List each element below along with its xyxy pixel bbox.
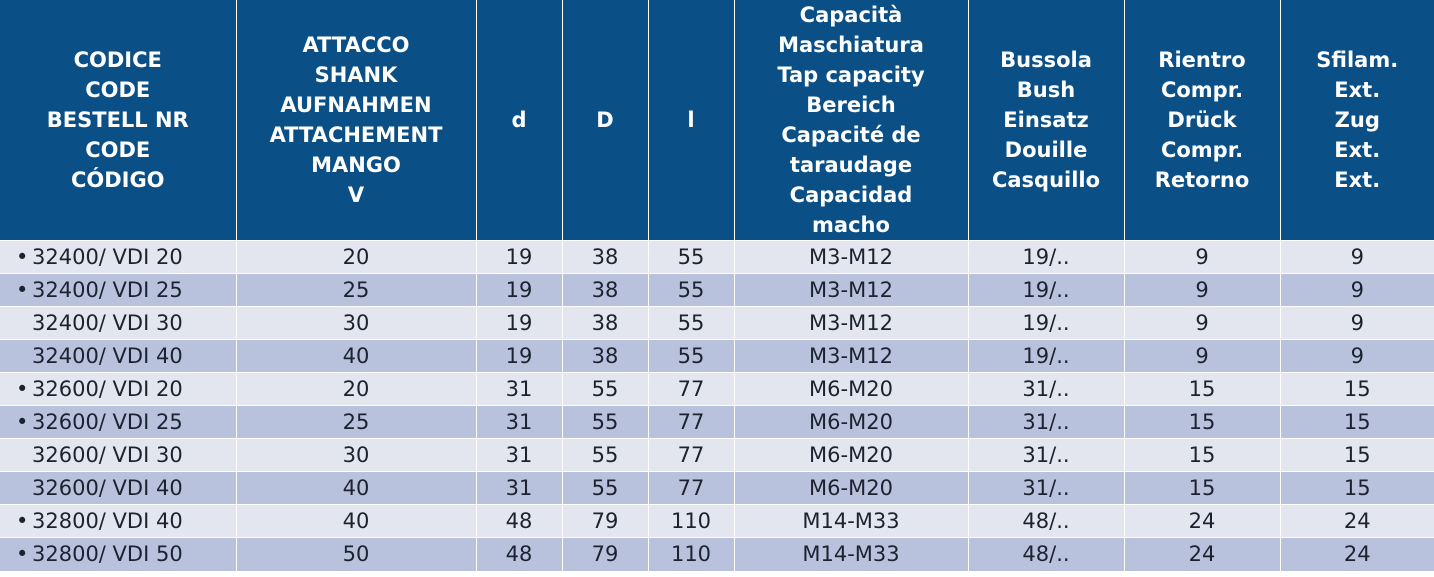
product-code: 32400/ VDI 25 bbox=[32, 278, 183, 302]
extension-cell: 24 bbox=[1280, 505, 1434, 538]
tap-capacity-cell: M6-M20 bbox=[734, 373, 968, 406]
header-code-line: CODE bbox=[85, 78, 151, 102]
table-row bbox=[0, 472, 1434, 505]
product-code: 32400/ VDI 20 bbox=[32, 245, 183, 269]
l-cell: 77 bbox=[648, 472, 734, 505]
header-D-line: D bbox=[596, 108, 614, 132]
header-shank-line: ATTACHEMENT bbox=[269, 123, 443, 147]
D-cell: 38 bbox=[562, 274, 648, 307]
product-code: 32600/ VDI 40 bbox=[32, 476, 183, 500]
header-tap-capacity-line: Tap capacity bbox=[777, 63, 925, 87]
header-code-line: BESTELL NR bbox=[46, 108, 189, 132]
header-shank-line: AUFNAHMEN bbox=[280, 93, 432, 117]
shank-cell: 20 bbox=[236, 373, 476, 406]
product-code: 32400/ VDI 30 bbox=[32, 311, 183, 335]
d-cell: 31 bbox=[476, 373, 562, 406]
compression-cell: 9 bbox=[1124, 241, 1280, 274]
table-row bbox=[0, 505, 1434, 538]
l-cell: 55 bbox=[648, 241, 734, 274]
product-code: 32400/ VDI 40 bbox=[32, 344, 183, 368]
tap-capacity-cell: M3-M12 bbox=[734, 274, 968, 307]
D-cell: 79 bbox=[562, 538, 648, 571]
d-cell: 31 bbox=[476, 406, 562, 439]
bullet-marker: • bbox=[16, 278, 29, 302]
bush-cell: 19/.. bbox=[968, 340, 1124, 373]
header-tap-capacity-line: Capacité de bbox=[781, 123, 921, 147]
header-code-line: CÓDIGO bbox=[70, 168, 165, 192]
header-bush-line: Bush bbox=[1016, 78, 1076, 102]
tap-capacity-cell: M6-M20 bbox=[734, 406, 968, 439]
header-l bbox=[648, 0, 734, 241]
extension-cell: 9 bbox=[1280, 340, 1434, 373]
header-tap-capacity-line: taraudage bbox=[789, 153, 913, 177]
code-cell bbox=[0, 340, 236, 373]
code-cell bbox=[0, 406, 236, 439]
l-cell: 110 bbox=[648, 538, 734, 571]
header-shank-line: MANGO bbox=[311, 153, 401, 177]
d-cell: 19 bbox=[476, 241, 562, 274]
product-code: 32600/ VDI 25 bbox=[32, 410, 183, 434]
compression-cell: 15 bbox=[1124, 472, 1280, 505]
compression-cell: 15 bbox=[1124, 373, 1280, 406]
compression-cell: 24 bbox=[1124, 538, 1280, 571]
code-cell bbox=[0, 439, 236, 472]
d-cell: 31 bbox=[476, 439, 562, 472]
header-d-line: d bbox=[511, 108, 527, 132]
bullet-marker: • bbox=[16, 377, 29, 401]
extension-cell: 9 bbox=[1280, 241, 1434, 274]
extension-cell: 15 bbox=[1280, 373, 1434, 406]
code-cell bbox=[0, 373, 236, 406]
header-compression-line: Retorno bbox=[1154, 168, 1250, 192]
d-cell: 19 bbox=[476, 274, 562, 307]
header-compression-line: Drück bbox=[1167, 108, 1237, 132]
D-cell: 38 bbox=[562, 241, 648, 274]
bush-cell: 48/.. bbox=[968, 505, 1124, 538]
header-shank-line: ATTACCO bbox=[302, 33, 410, 57]
bush-cell: 19/.. bbox=[968, 241, 1124, 274]
code-cell bbox=[0, 472, 236, 505]
bush-cell: 19/.. bbox=[968, 274, 1124, 307]
shank-cell: 25 bbox=[236, 274, 476, 307]
header-row bbox=[0, 0, 1434, 241]
tap-capacity-cell: M3-M12 bbox=[734, 241, 968, 274]
shank-cell: 30 bbox=[236, 439, 476, 472]
header-code-line: CODICE bbox=[73, 48, 162, 72]
tap-capacity-cell: M3-M12 bbox=[734, 307, 968, 340]
code-cell bbox=[0, 274, 236, 307]
shank-cell: 40 bbox=[236, 340, 476, 373]
table-header bbox=[0, 0, 1434, 241]
tap-capacity-cell: M6-M20 bbox=[734, 439, 968, 472]
l-cell: 110 bbox=[648, 505, 734, 538]
header-compression-line: Compr. bbox=[1160, 138, 1244, 162]
D-cell: 55 bbox=[562, 373, 648, 406]
product-code: 32800/ VDI 50 bbox=[32, 542, 183, 567]
d-cell: 48 bbox=[476, 505, 562, 538]
code-cell bbox=[0, 505, 236, 538]
header-d bbox=[476, 0, 562, 241]
code-cell bbox=[0, 307, 236, 340]
bush-cell: 31/.. bbox=[968, 439, 1124, 472]
header-extension-line: Ext. bbox=[1334, 78, 1381, 102]
header-tap-capacity-line: Bereich bbox=[806, 93, 896, 117]
header-extension-line: Sfilam. bbox=[1316, 48, 1399, 72]
tap-capacity-cell: M6-M20 bbox=[734, 472, 968, 505]
header-tap-capacity-line: Capacidad bbox=[789, 183, 913, 207]
shank-cell: 40 bbox=[236, 472, 476, 505]
shank-cell: 40 bbox=[236, 505, 476, 538]
table-row bbox=[0, 274, 1434, 307]
compression-cell: 9 bbox=[1124, 274, 1280, 307]
extension-cell: 24 bbox=[1280, 538, 1434, 571]
compression-cell: 9 bbox=[1124, 307, 1280, 340]
extension-cell: 15 bbox=[1280, 472, 1434, 505]
header-code-line: CODE bbox=[85, 138, 151, 162]
compression-cell: 24 bbox=[1124, 505, 1280, 538]
table-row bbox=[0, 340, 1434, 373]
extension-cell: 9 bbox=[1280, 307, 1434, 340]
header-tap-capacity-line: macho bbox=[812, 213, 890, 237]
header-D bbox=[562, 0, 648, 241]
shank-cell: 20 bbox=[236, 241, 476, 274]
header-bush-line: Einsatz bbox=[1003, 108, 1089, 132]
d-cell: 19 bbox=[476, 340, 562, 373]
d-cell: 19 bbox=[476, 307, 562, 340]
header-extension bbox=[1280, 0, 1434, 241]
table-row bbox=[0, 406, 1434, 439]
header-l-line: l bbox=[687, 108, 695, 132]
table-row bbox=[0, 307, 1434, 340]
bush-cell: 48/.. bbox=[968, 538, 1124, 571]
header-bush-line: Bussola bbox=[1000, 48, 1092, 72]
extension-cell: 15 bbox=[1280, 406, 1434, 439]
extension-cell: 9 bbox=[1280, 274, 1434, 307]
D-cell: 79 bbox=[562, 505, 648, 538]
header-shank bbox=[236, 0, 476, 241]
code-cell bbox=[0, 538, 236, 571]
d-cell: 31 bbox=[476, 472, 562, 505]
header-compression bbox=[1124, 0, 1280, 241]
l-cell: 77 bbox=[648, 373, 734, 406]
bush-cell: 31/.. bbox=[968, 406, 1124, 439]
tap-capacity-cell: M14-M33 bbox=[734, 505, 968, 538]
header-bush bbox=[968, 0, 1124, 241]
header-shank-line: V bbox=[347, 183, 365, 207]
D-cell: 38 bbox=[562, 307, 648, 340]
header-code bbox=[0, 0, 236, 241]
bullet-marker: • bbox=[16, 509, 29, 533]
header-extension-line: Ext. bbox=[1334, 168, 1381, 192]
D-cell: 55 bbox=[562, 439, 648, 472]
bush-cell: 31/.. bbox=[968, 472, 1124, 505]
tap-capacity-cell: M3-M12 bbox=[734, 340, 968, 373]
D-cell: 38 bbox=[562, 340, 648, 373]
header-bush-line: Douille bbox=[1004, 138, 1088, 162]
l-cell: 77 bbox=[648, 439, 734, 472]
bullet-marker: • bbox=[16, 245, 29, 269]
header-bush-line: Casquillo bbox=[991, 168, 1101, 192]
product-code: 32800/ VDI 40 bbox=[32, 509, 183, 533]
header-extension-line: Ext. bbox=[1334, 138, 1381, 162]
shank-cell: 50 bbox=[236, 538, 476, 571]
bush-cell: 31/.. bbox=[968, 373, 1124, 406]
extension-cell: 15 bbox=[1280, 439, 1434, 472]
bullet-marker: • bbox=[16, 542, 29, 567]
header-tap-capacity-line: Maschiatura bbox=[778, 33, 924, 57]
table-row bbox=[0, 241, 1434, 274]
compression-cell: 15 bbox=[1124, 406, 1280, 439]
l-cell: 55 bbox=[648, 340, 734, 373]
D-cell: 55 bbox=[562, 472, 648, 505]
l-cell: 55 bbox=[648, 307, 734, 340]
header-extension-line: Zug bbox=[1334, 108, 1380, 132]
d-cell: 48 bbox=[476, 538, 562, 571]
shank-cell: 25 bbox=[236, 406, 476, 439]
header-compression-line: Rientro bbox=[1158, 48, 1246, 72]
D-cell: 55 bbox=[562, 406, 648, 439]
table-row bbox=[0, 439, 1434, 472]
table-row bbox=[0, 373, 1434, 406]
bush-cell: 19/.. bbox=[968, 307, 1124, 340]
l-cell: 77 bbox=[648, 406, 734, 439]
header-compression-line: Compr. bbox=[1160, 78, 1244, 102]
table-body bbox=[0, 241, 1434, 571]
product-code: 32600/ VDI 20 bbox=[32, 377, 183, 401]
table-row bbox=[0, 538, 1434, 571]
header-tap-capacity bbox=[734, 0, 968, 241]
header-tap-capacity-line: Capacità bbox=[799, 3, 903, 27]
compression-cell: 15 bbox=[1124, 439, 1280, 472]
product-code: 32600/ VDI 30 bbox=[32, 443, 183, 467]
tap-capacity-cell: M14-M33 bbox=[734, 538, 968, 571]
compression-cell: 9 bbox=[1124, 340, 1280, 373]
shank-cell: 30 bbox=[236, 307, 476, 340]
bullet-marker: • bbox=[16, 410, 29, 434]
l-cell: 55 bbox=[648, 274, 734, 307]
code-cell bbox=[0, 241, 236, 274]
header-shank-line: SHANK bbox=[314, 63, 398, 87]
